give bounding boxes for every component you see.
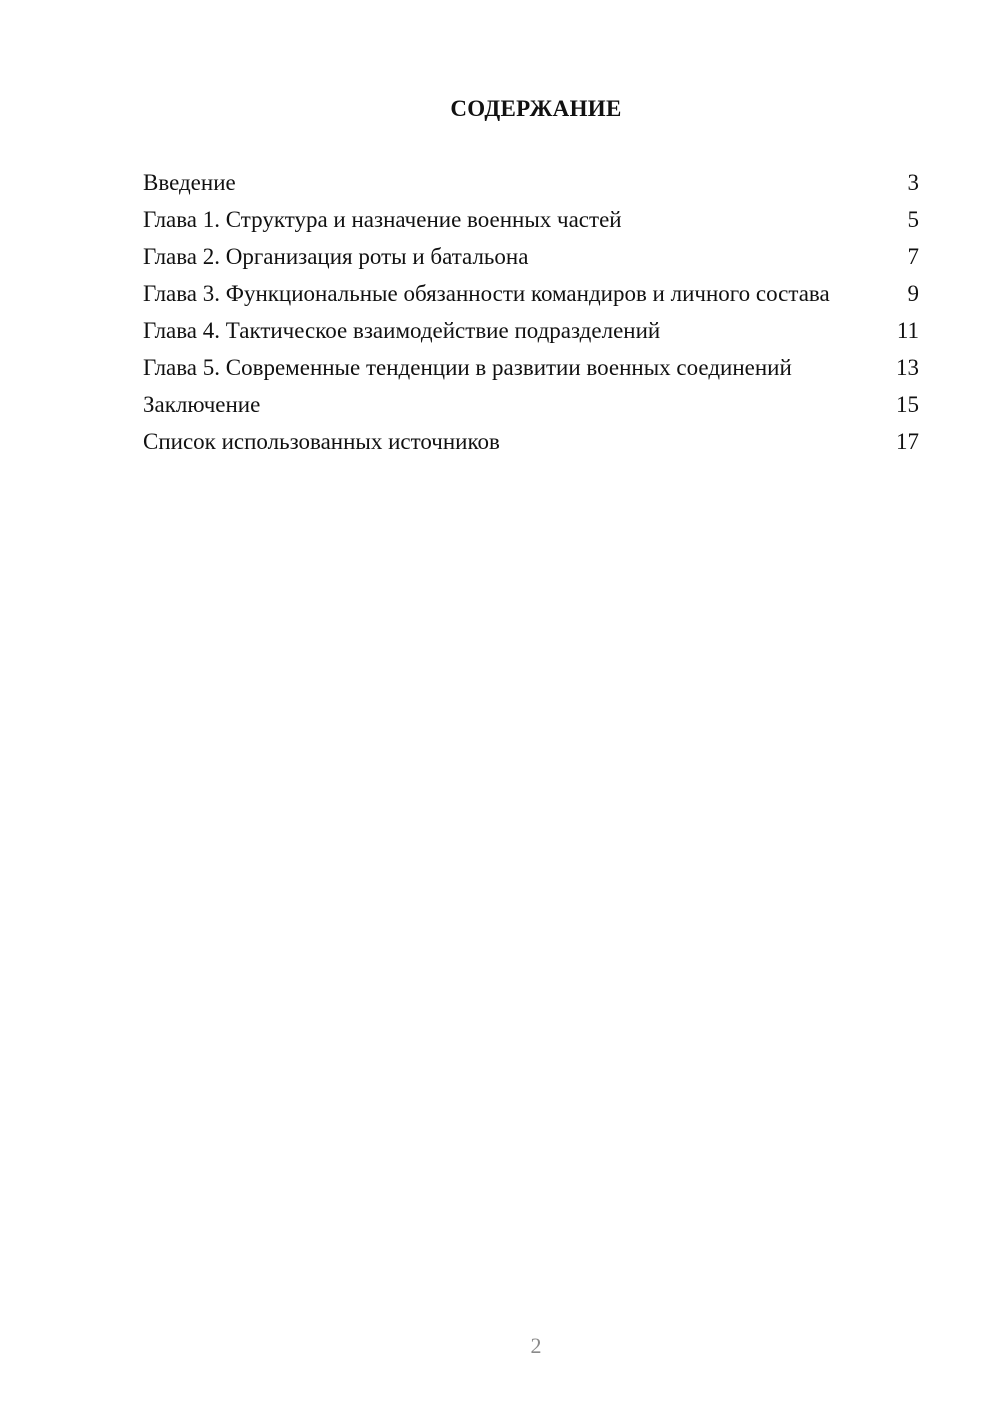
toc-entry-chapter-3: [143, 281, 919, 307]
toc-entry-introduction: [143, 170, 919, 196]
table-of-contents: [143, 170, 919, 466]
toc-entry-label: Список использованных источников: [143, 429, 500, 454]
toc-entry-references: [143, 429, 919, 455]
toc-entry-page: 9: [907, 281, 919, 306]
toc-entry-page: 3: [907, 170, 919, 195]
toc-entry-chapter-1: [143, 207, 919, 233]
toc-entry-chapter-2: [143, 244, 919, 270]
toc-entry-conclusion: [143, 392, 919, 418]
toc-entry-label: Глава 5. Современные тенденции в развитии военных соединений: [143, 355, 792, 380]
page-title: СОДЕРЖАНИЕ: [450, 96, 622, 121]
toc-entry-page: 7: [907, 244, 919, 269]
toc-entry-label: Глава 1. Структура и назначение военных частей: [143, 207, 622, 232]
toc-entry-page: 15: [896, 392, 919, 417]
toc-entry-page: 5: [907, 207, 919, 232]
toc-entry-page: 17: [896, 429, 919, 454]
toc-entry-label: Введение: [143, 170, 236, 195]
toc-entry-chapter-5: [143, 355, 919, 381]
toc-entry-label: Заключение: [143, 392, 261, 417]
toc-entry-label: Глава 3. Функциональные обязанности командиров и личного состава: [143, 281, 830, 306]
toc-entry-label: Глава 2. Организация роты и батальона: [143, 244, 529, 269]
toc-entry-page: 11: [896, 318, 919, 343]
toc-entry-page: 13: [896, 355, 919, 380]
page-number: 2: [530, 1333, 542, 1358]
toc-entry-chapter-4: [143, 318, 919, 344]
toc-entry-label: Глава 4. Тактическое взаимодействие подразделений: [143, 318, 661, 343]
